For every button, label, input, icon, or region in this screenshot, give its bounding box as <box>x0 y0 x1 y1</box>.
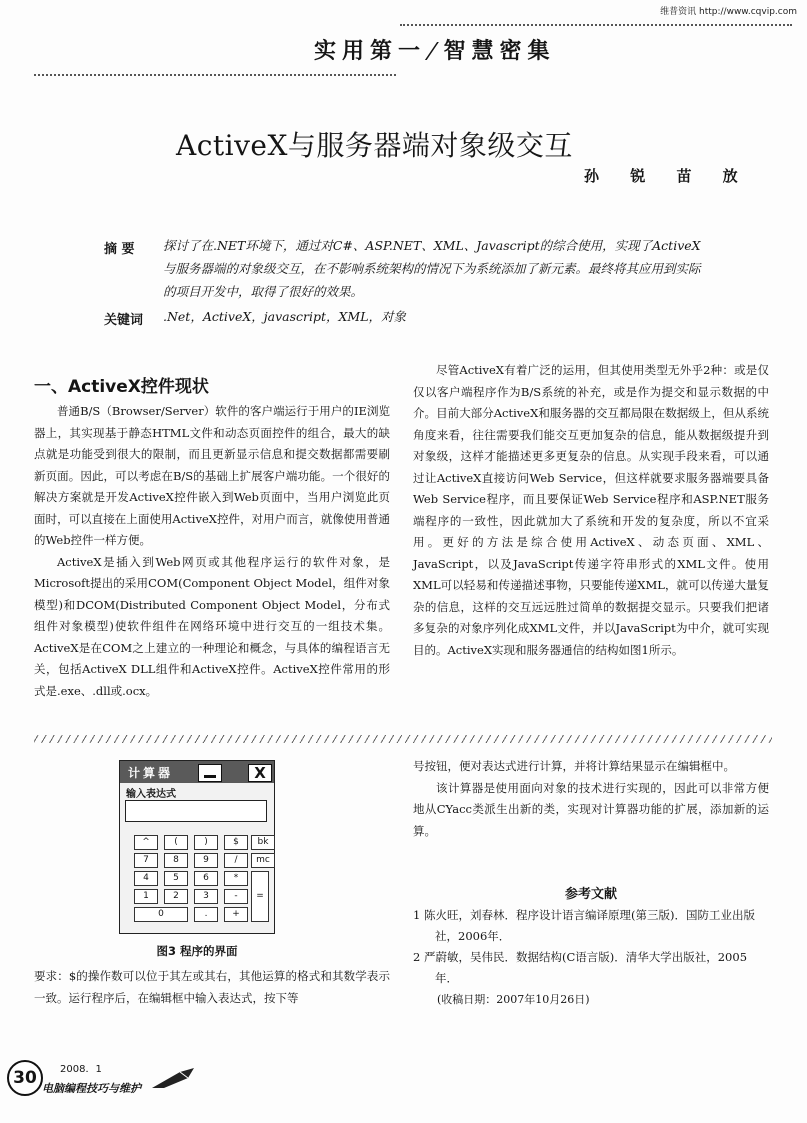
calculator-key[interactable]: 7 <box>134 853 158 868</box>
calculator-key[interactable]: bk <box>251 835 275 850</box>
paragraph: 尽管ActiveX有着广泛的运用，但其使用类型无外乎2种：或是仅仅以客户端程序作为B/S系统的补充，或是作为提交和显示数据的中介。目前大部分ActiveX和服务器的交互都局限在数据级上，但从系统角度来看，往往需要我们能交互更加复杂的信息，能从数据级提升到对象级，这样才能描述更多更复杂的信息。从实现手段来看，可以通过让ActiveX直接访问Web Service，但这样就要求服务器端要具备Web Service程序，而且要保证Web Service程序和ASP.NET服务端程序的一致性，因此就加大了系统和开发的复杂度，所以不宜采用。更好的方法是综合使用ActiveX、动态页面、XML、JavaScript，以及JavaScript传递字符串形式的XML文件。使用XML可以轻易和传递描述事物，只要能传递XML，就可以传递大量复杂的信息，这样的交互远远胜过简单的数据提交显示。只要我们把诸多复杂的对象序列化成XML文件，并以JavaScript为中介，就可实现目的。ActiveX实现和服务器通信的结构如图1所示。 <box>413 363 769 657</box>
column-slash: / <box>423 39 446 64</box>
magazine-name: 电脑编程技巧与维护 <box>42 1082 141 1095</box>
calculator-key[interactable]: 3 <box>194 889 218 904</box>
fountain-pen-icon <box>150 1066 196 1092</box>
reference-item: 1 陈火旺，刘春林．程序设计语言编译原理(第三版)．国防工业出版社，2006年． <box>413 908 755 943</box>
calculator-key[interactable]: 8 <box>164 853 188 868</box>
figure-caption: 图3 程序的界面 <box>156 944 238 958</box>
paragraph: 普通B/S（Browser/Server）软件的客户端运行于用户的IE浏览器上，其实现基于静态HTML文件和动态页面控件的组合，最大的缺点就是功能受到很大的限制，而且更新显示信息和提交数据都需要刷新页面。因此，可以考虑在B/S的基础上扩展客户端功能。一个很好的解决方案就是开发ActiveX控件嵌入到Web页面中，当用户浏览此页面时，可以直接在上面使用ActiveX控件，对用户而言，就像使用普通的Web控件一样方便。 <box>34 404 390 547</box>
keywords-label: 关键词 <box>104 313 144 328</box>
watermark: 维普资讯 http://www.cqvip.com <box>660 7 797 17</box>
minimize-button[interactable] <box>198 764 222 782</box>
column-name-right: 智慧密集 <box>443 39 556 64</box>
column-name <box>314 34 555 65</box>
paragraph: 号按钮，便对表达式进行计算，并将计算结果显示在编辑框中。 <box>413 759 735 773</box>
calculator-key[interactable]: . <box>194 907 218 922</box>
keywords-text: .Net，ActiveX，javascript，XML，对象 <box>163 309 406 324</box>
calculator-key[interactable]: + <box>224 907 248 922</box>
issue-number: 2008．1 <box>60 1064 102 1075</box>
calculator-window <box>119 760 275 934</box>
calculator-key[interactable]: mc <box>251 853 275 868</box>
section-divider <box>34 735 772 743</box>
calculator-key[interactable]: ^ <box>134 835 158 850</box>
left-column <box>34 401 390 702</box>
expression-input[interactable] <box>125 800 267 822</box>
calculator-key[interactable]: ) <box>194 835 218 850</box>
calculator-key[interactable]: 0 <box>134 907 188 922</box>
calculator-key[interactable]: - <box>224 889 248 904</box>
calculator-titlebar <box>120 761 274 783</box>
article-title: ActiveX与服务器端对象级交互 <box>176 129 573 162</box>
references-list <box>413 905 769 1010</box>
close-button[interactable]: X <box>248 764 272 782</box>
article-authors: 孙 锐 苗 放 <box>584 167 751 185</box>
header-dotted-rule <box>34 74 396 76</box>
top-dotted-rule <box>400 24 792 26</box>
section-heading: 一、ActiveX控件现状 <box>34 377 209 397</box>
references-heading: 参考文献 <box>564 887 617 902</box>
right-column <box>413 360 769 661</box>
calculator-title: 计算器 <box>128 766 174 780</box>
calculator-key[interactable]: 2 <box>164 889 188 904</box>
page-number: 30 <box>7 1060 43 1096</box>
lower-left-text <box>34 966 390 1009</box>
calculator-key[interactable]: 6 <box>194 871 218 886</box>
calculator-key[interactable]: $ <box>224 835 248 850</box>
abstract-label: 摘 要 <box>104 242 135 257</box>
expression-label: 输入表达式 <box>126 789 176 800</box>
paragraph: 要求：$的操作数可以位于其左或其右，其他运算的格式和其数学表示一致。运行程序后，在编辑框中输入表达式，按下等 <box>34 969 390 1005</box>
equals-key[interactable]: = <box>251 871 269 922</box>
calculator-key[interactable]: / <box>224 853 248 868</box>
paragraph: 该计算器是使用面向对象的技术进行实现的，因此可以非常方便地从CYacc类派生出新的类，实现对计算器功能的扩展，添加新的运算。 <box>413 780 769 838</box>
received-date: (收稿日期：2007年10月26日) <box>437 993 590 1006</box>
abstract-text: 探讨了在.NET环境下，通过对C#、ASP.NET、XML、Javascript的综合使用，实现了ActiveX与服务器端的对象级交互，在不影响系统架构的情况下为系统添加了新元素。最终将其应用到实际的项目开发中，取得了很好的效果。 <box>163 238 701 299</box>
reference-item: 2 严蔚敏，吴伟民．数据结构(C语言版)．清华大学出版社，2005年． <box>413 950 748 985</box>
paragraph: ActiveX是插入到Web网页或其他程序运行的软件对象，是Microsoft提出的采用COM(Component Object Model，组件对象模型)和DCOM(Distributed Component Object Model，分布式组件对象模型)使软件组件在网络环境中进行交互的一组技术集。ActiveX是在COM之上建立的一种理论和概念，与具体的编程语言无关，包括ActiveX DLL组件和ActiveX控件。ActiveX控件常用的形式是.exe、.dll或.ocx。 <box>34 554 390 698</box>
lower-right-text <box>413 756 769 842</box>
calculator-key[interactable]: 4 <box>134 871 158 886</box>
calculator-key[interactable]: 9 <box>194 853 218 868</box>
calculator-key[interactable]: 5 <box>164 871 188 886</box>
calculator-key[interactable]: ( <box>164 835 188 850</box>
calculator-key[interactable]: 1 <box>134 889 158 904</box>
column-name-left: 实用第一 <box>314 39 427 64</box>
calculator-key[interactable]: * <box>224 871 248 886</box>
